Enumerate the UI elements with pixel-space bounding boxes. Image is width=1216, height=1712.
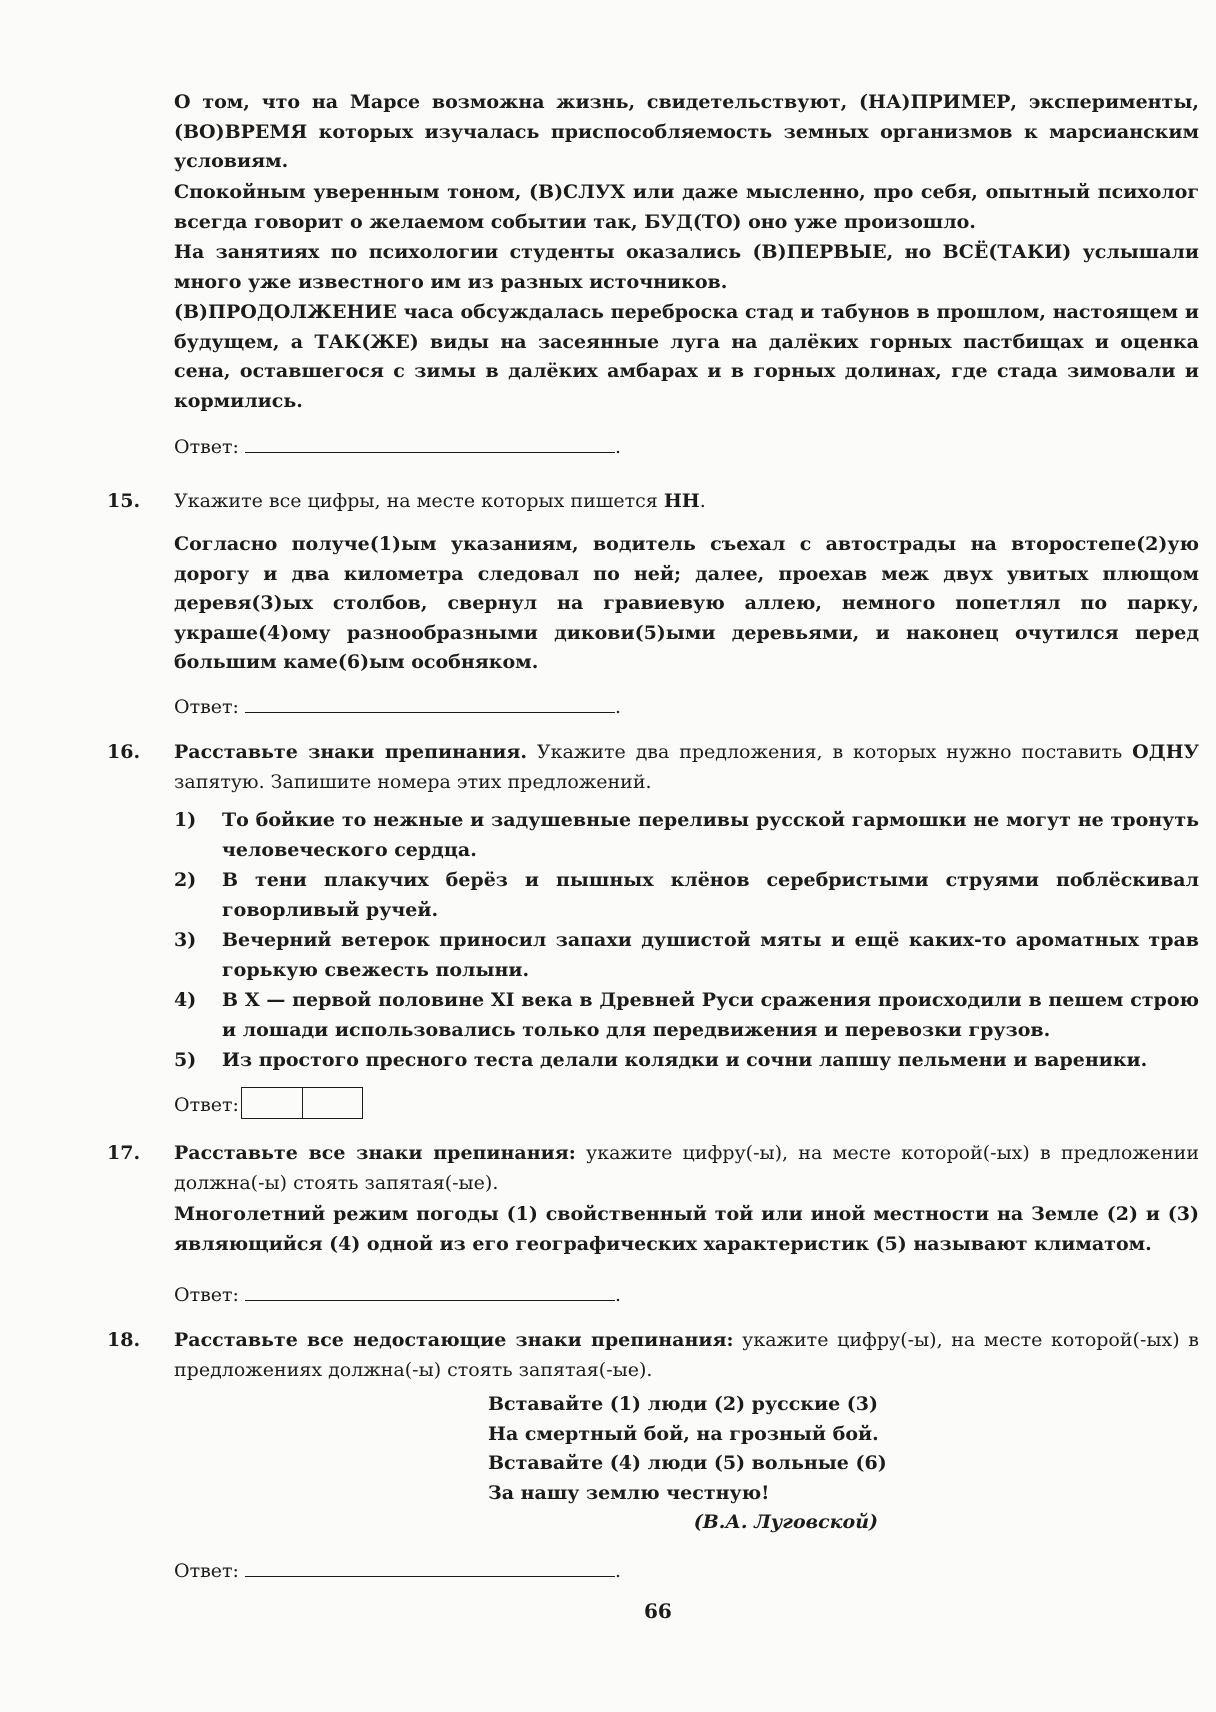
q16-item-text: Вечерний ветерок приносил запахи душистой мяты и ещё каких-то ароматных трав горькую свежесть полыни. <box>222 929 1199 981</box>
question-15-number: 15. <box>107 490 141 512</box>
intro-sentence-4: (В)ПРОДОЛЖЕНИЕ часа обсуждалась переброска стад и табунов в прошлом, настоящем и будущем, а ТАК(ЖЕ) виды на засеянные луга на далёких горных пастбищах и оценка сена, оставшегося с зимы в далёких амбарах и в горных долинах, где стада зимовали и кормились. <box>174 301 1199 412</box>
answer-17 <box>174 1280 1199 1311</box>
question-18-number: 18. <box>107 1329 141 1351</box>
question-18-task <box>174 1326 1199 1385</box>
q15-task-bold: НН <box>663 490 700 512</box>
q16-item-3 <box>174 926 1199 985</box>
answer-18 <box>174 1556 1199 1587</box>
q16-task-bold: Расставьте знаки препинания. <box>174 741 527 763</box>
q16-item-text: Из простого пресного теста делали колядки и сочни лапшу пельмени и вареники. <box>222 1049 1148 1071</box>
answer-boxes[interactable] <box>241 1087 363 1119</box>
q16-item-text: В тени плакучих берёз и пышных клёнов серебристыми струями поблёскивал говорливый ручей. <box>222 869 1199 921</box>
box-separator <box>302 1088 303 1118</box>
q16-item-number: 1) <box>174 809 197 831</box>
q17-task-bold: Расставьте все знаки препинания: <box>174 1142 576 1164</box>
answer-label: Ответ: <box>174 1560 239 1582</box>
answer-dot: . <box>614 436 621 458</box>
q16-item-number: 5) <box>174 1049 197 1071</box>
intro-sentence-1: О том, что на Марсе возможна жизнь, свидетельствуют, (НА)ПРИМЕР, эксперименты, (ВО)ВРЕМЯ которых изучалась приспособляемость земных организмов к марсианским условиям. <box>174 91 1199 172</box>
answer-line[interactable] <box>245 1556 615 1577</box>
poem-line-1: Вставайте (1) люди (2) русские (3) <box>488 1393 878 1415</box>
q16-task-text: Укажите два предложения, в которых нужно поставить <box>527 741 1133 763</box>
q16-item-5 <box>174 1046 1199 1076</box>
question-17-number: 17. <box>107 1142 141 1164</box>
question-16-number: 16. <box>107 741 141 763</box>
question-16-task <box>174 738 1199 797</box>
poem-line-3: Вставайте (4) люди (5) вольные (6) <box>488 1452 887 1474</box>
answer-dot: . <box>614 1560 621 1582</box>
answer-label: Ответ: <box>174 696 239 718</box>
q15-task-text: Укажите все цифры, на месте которых пишется <box>174 490 664 512</box>
q17-task-text: укажите цифру(-ы), на месте которой(-ых) в предложении должна(-ы) стоять запятая(-ые). <box>174 1142 1199 1194</box>
answer-line[interactable] <box>245 432 615 453</box>
answer-line[interactable] <box>245 692 615 713</box>
q18-task-bold: Расставьте все недостающие знаки препинания: <box>174 1329 734 1351</box>
question-17-text: Многолетний режим погоды (1) свойственный той или иной местности на Земле (2) и (3) являющийся (4) одной из его географических характеристик (5) называют климатом. <box>174 1203 1199 1255</box>
answer-16 <box>174 1090 1199 1122</box>
answer-dot: . <box>614 1284 621 1306</box>
q18-task-text: укажите цифру(-ы), на месте которой(-ых) в предложениях должна(-ы) стоять запятая(-ые). <box>174 1329 1199 1381</box>
page-number: 66 <box>644 1599 672 1623</box>
q16-item-number: 4) <box>174 989 197 1011</box>
question-15-task <box>174 487 1199 517</box>
q16-item-number: 3) <box>174 929 197 951</box>
q16-item-text: То бойкие то нежные и задушевные переливы русской гармошки не могут не тронуть человеческого сердца. <box>222 809 1199 861</box>
q16-item-4 <box>174 986 1199 1045</box>
q16-task-text2: запятую. Запишите номера этих предложений. <box>174 770 652 793</box>
answer-label: Ответ: <box>174 1284 239 1306</box>
poem-line-2: На смертный бой, на грозный бой. <box>488 1422 879 1445</box>
q16-item-number: 2) <box>174 869 197 891</box>
answer-dot: . <box>614 696 621 718</box>
answer-label: Ответ: <box>174 436 239 458</box>
answer-15 <box>174 692 1199 723</box>
answer-label: Ответ: <box>174 1094 239 1116</box>
q16-item-text: В X — первой половине XI века в Древней Руси сражения происходили в пешем строю и лошади использовались только для передвижения и перевозки грузов. <box>222 989 1199 1041</box>
intro-sentence-2: Спокойным уверенным тоном, (В)СЛУХ или даже мысленно, про себя, опытный психолог всегда говорит о желаемом событии так, БУД(ТО) оно уже произошло. <box>174 181 1199 233</box>
poem-author: (В.А. Луговской) <box>693 1511 878 1533</box>
q16-task-bold2: ОДНУ <box>1132 741 1199 763</box>
q18-poem <box>488 1390 888 1538</box>
poem-line-4: За нашу землю честную! <box>488 1481 770 1504</box>
q16-item-1 <box>174 806 1199 865</box>
question-17-task <box>174 1139 1199 1198</box>
q16-item-2 <box>174 866 1199 925</box>
intro-sentence-3: На занятиях по психологии студенты оказались (В)ПЕРВЫЕ, но ВСЁ(ТАКИ) услышали много уже известного им из разных источников. <box>174 241 1199 293</box>
answer-line[interactable] <box>245 1280 615 1301</box>
answer-14 <box>174 432 1199 463</box>
question-15-text: Согласно получе(1)ым указаниям, водитель съехал с автострады на второстепе(2)ую дорогу и два километра следовал по ней; далее, проехав меж двух увитых плющом деревя(3)ых столбов, свернул на гравиевую аллею, немного попетлял по парку, украше(4)ому разнообразными дикови(5)ыми деревьями, и наконец очутился перед большим каме(6)ым особняком. <box>174 533 1199 673</box>
q15-task-end: . <box>699 490 706 512</box>
